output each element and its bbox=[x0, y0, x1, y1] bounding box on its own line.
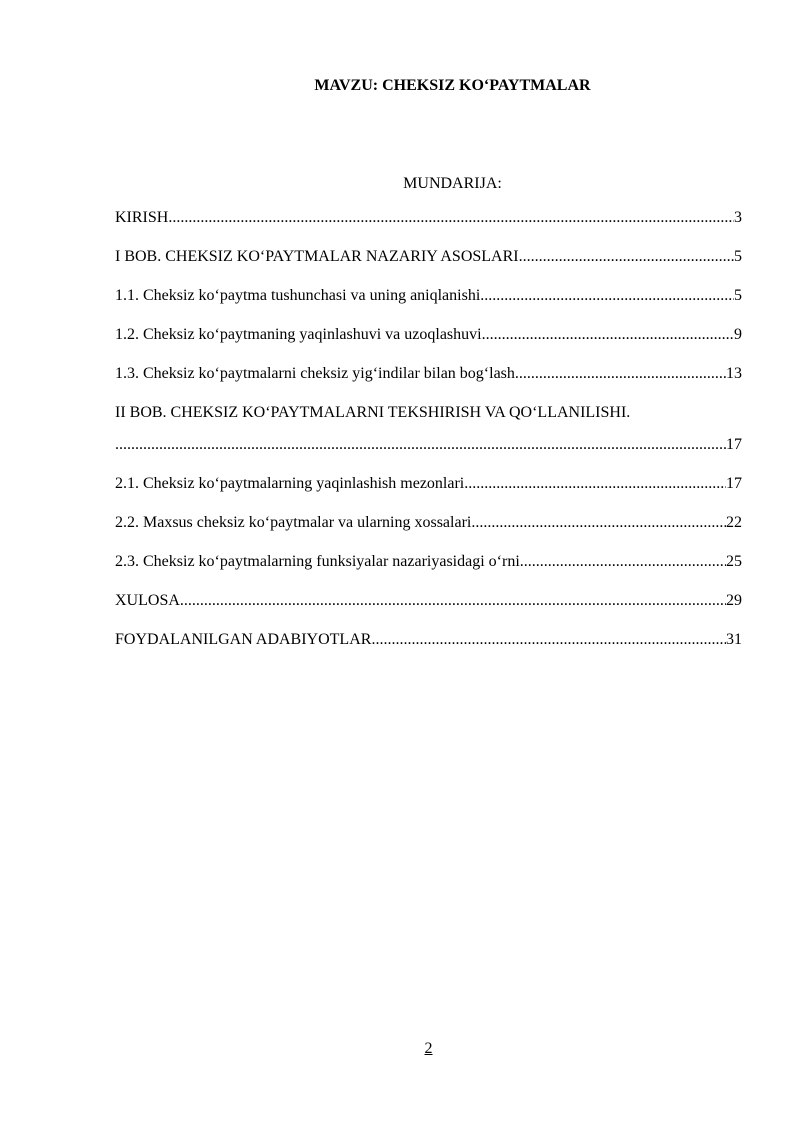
toc-entry-label: KIRISH bbox=[115, 209, 169, 226]
toc-entry-page: 17 bbox=[726, 436, 742, 453]
toc-entry-section-1-1[interactable] bbox=[115, 283, 742, 309]
toc-leader-dots bbox=[464, 471, 726, 497]
toc-entry-page: 22 bbox=[726, 514, 742, 531]
toc-entry-page: 5 bbox=[734, 287, 742, 304]
toc-entry-page: 25 bbox=[726, 553, 742, 570]
toc-entry-section-2-1[interactable] bbox=[115, 471, 742, 497]
toc-entry-label: 1.3. Cheksiz ko‘paytmalarni cheksiz yig‘indilar bilan bog‘lash bbox=[115, 365, 515, 382]
table-of-contents bbox=[115, 205, 742, 666]
toc-entry-page: 3 bbox=[734, 209, 742, 226]
toc-entry-label: I BOB. CHEKSIZ KO‘PAYTMALAR NAZARIY ASOSLARI bbox=[115, 248, 519, 265]
toc-entry-label: 2.1. Cheksiz ko‘paytmalarning yaqinlashish mezonlari bbox=[115, 475, 465, 492]
toc-entry-chapter-1[interactable] bbox=[115, 244, 742, 270]
toc-leader-dots bbox=[520, 549, 726, 575]
toc-entry-kirish[interactable] bbox=[115, 205, 742, 231]
toc-entry-label: 1.2. Cheksiz ko‘paytmaning yaqinlashuvi va uzoqlashuvi bbox=[115, 326, 482, 343]
toc-leader-dots bbox=[168, 205, 734, 231]
toc-entry-references[interactable] bbox=[115, 627, 742, 653]
toc-leader-dots bbox=[471, 510, 726, 536]
toc-entry-section-1-2[interactable] bbox=[115, 322, 742, 348]
toc-entry-label: 2.2. Maxsus cheksiz ko‘paytmalar va ularning xossalari bbox=[115, 514, 472, 531]
toc-entry-page: 31 bbox=[726, 631, 742, 648]
toc-leader-dots bbox=[180, 588, 726, 614]
toc-entry-label: 2.3. Cheksiz ko‘paytmalarning funksiyalar nazariyasidagi o‘rni bbox=[115, 553, 520, 570]
toc-leader-dots bbox=[480, 283, 734, 309]
toc-leader-dots bbox=[371, 627, 726, 653]
page-number-value: 2 bbox=[424, 1040, 433, 1057]
toc-leader-dots bbox=[115, 432, 726, 458]
toc-entry-page: 29 bbox=[726, 592, 742, 609]
toc-entry-section-2-2[interactable] bbox=[115, 510, 742, 536]
toc-entry-page: 17 bbox=[726, 475, 742, 492]
toc-leader-dots bbox=[482, 322, 734, 348]
toc-leader-dots bbox=[515, 361, 726, 387]
toc-entry-label: XULOSA bbox=[115, 592, 180, 609]
toc-entry-label: 1.1. Cheksiz ko‘paytma tushunchasi va uning aniqlanishi bbox=[115, 287, 481, 304]
toc-entry-label: FOYDALANILGAN ADABIYOTLAR bbox=[115, 631, 372, 648]
toc-entry-label: II BOB. CHEKSIZ KO‘PAYTMALARNI TEKSHIRISH VA QO‘LLANILISHI. bbox=[115, 404, 631, 421]
document-title: MAVZU: CHEKSIZ KO‘PAYTMALAR bbox=[314, 77, 591, 94]
toc-leader-dots bbox=[519, 244, 734, 270]
toc-heading: MUNDARIJA: bbox=[403, 175, 502, 192]
toc-entry-xulosa[interactable] bbox=[115, 588, 742, 614]
toc-entry-section-1-3[interactable] bbox=[115, 361, 742, 387]
toc-entry-page: 13 bbox=[726, 365, 742, 382]
page-number bbox=[0, 1040, 800, 1058]
toc-entry-section-2-3[interactable] bbox=[115, 549, 742, 575]
toc-entry-page: 5 bbox=[734, 248, 742, 265]
toc-entry-chapter-2[interactable] bbox=[115, 400, 742, 458]
toc-entry-page: 9 bbox=[734, 326, 742, 343]
